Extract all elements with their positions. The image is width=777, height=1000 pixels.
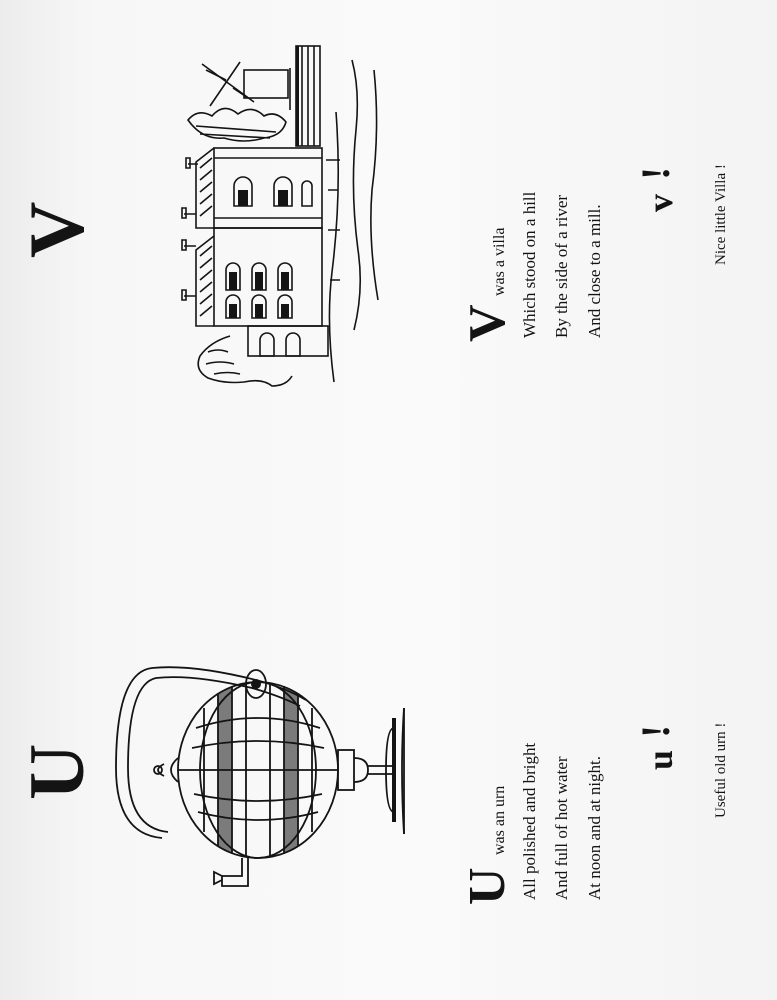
v-caption: Nice little Villa ! — [713, 164, 729, 265]
v-verse-line: And close to a mill. — [585, 204, 604, 338]
v-drop-cap: V — [459, 304, 516, 342]
u-verse-line: And full of hot water — [552, 756, 571, 900]
u-exclamation-mark: ! — [633, 724, 678, 738]
villa-illustration — [178, 40, 390, 385]
u-verse-first-line: was an urn — [491, 785, 508, 855]
u-verse-line: All polished and bright — [520, 742, 539, 900]
v-exclamation-mark: ! — [633, 166, 678, 180]
u-exclamation-letter: u — [640, 749, 680, 770]
letter-v-heading: V — [13, 201, 100, 258]
urn-illustration — [108, 648, 418, 904]
u-verse-line: At noon and at night. — [585, 755, 604, 900]
u-drop-cap: U — [459, 867, 516, 905]
u-caption: Useful old urn ! — [713, 722, 729, 818]
letter-u-heading: U — [13, 743, 100, 800]
v-verse-line: Which stood on a hill — [520, 191, 539, 338]
v-verse-line: By the side of a river — [552, 194, 571, 338]
v-exclamation-letter: v — [640, 194, 680, 212]
v-verse-first-line: was a villa — [491, 227, 508, 296]
